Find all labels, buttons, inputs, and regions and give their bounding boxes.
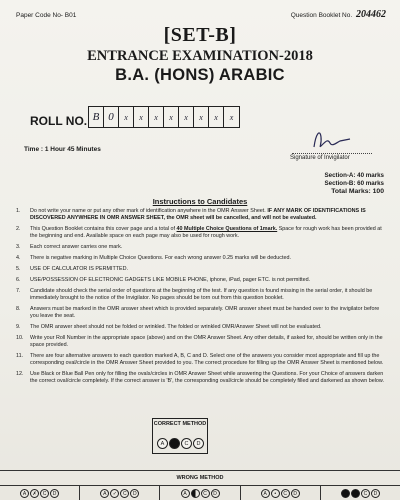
bubble-c: C [281,489,290,498]
signature-line [292,153,372,154]
roll-number-field[interactable] [88,106,240,128]
instruction-item: 2. This Question Booklet contains this cover page and a total of 40 Multiple Choice Questions of 1mark. Space for rough work has been provided at the beginning and end. Available space on each page may also be used for rough work. [16,225,382,239]
wrong-example [160,486,240,500]
bubble-d: D [50,489,59,498]
cross-mark-icon: ✗ [30,489,39,498]
signature-label: Signature of Invigilator [290,155,350,161]
instructions-title: Instructions to Candidates [152,197,248,206]
time-limit: Time : 1 Hour 45 Minutes [24,146,101,153]
instructions-list [16,208,388,389]
invigilator-signature [308,127,358,153]
wrong-method-example [0,470,400,500]
total-marks: Total Marks: 100 [331,188,384,195]
roll-box[interactable]: x [194,107,209,127]
instruction-item: 9. The OMR answer sheet should not be folded or wrinkled. The folded or wrinkled OMR/Answer Sheet will not be evaluated. [16,323,322,330]
subject-title: B.A. (HONS) ARABIC [115,66,285,84]
instruction-item: 1. Do not write your name or put any other mark of identification anywhere in the OMR Answer Sheet. IF ANY MARK OF IDENTIFICATIONS IS DISCOVERED ANYWHERE IN OMR ANSWER SHEET, the OMR sheet will be cancelled, and will not be evaluated. [16,208,366,221]
bubble-a: A [261,489,270,498]
wrong-method-label: WRONG METHOD [176,475,224,481]
booklet-number-field [291,9,386,20]
bubble-c: C [181,438,192,449]
bubble-filled [351,489,360,498]
exam-title: ENTRANCE EXAMINATION-2018 [87,48,313,64]
instruction-item: 4. There is negative marking in Multiple Choice Questions. For each wrong answer 0.25 marks will be deducted. [16,254,291,261]
wrong-example [321,486,400,500]
booklet-label: Question Booklet No. [290,12,353,19]
bubble-d: D [130,489,139,498]
check-mark-icon: ✓ [110,489,119,498]
roll-box[interactable]: x [164,107,179,127]
bubble-c: C [201,489,210,498]
paper-code: Paper Code No- B01 [16,12,77,19]
instruction-item: 6. USE/POSSESSION OF ELECTRONIC GADGETS LIKE MOBILE PHONE, iphone, iPad, pager ETC. is not permitted. [16,277,311,284]
roll-box[interactable]: x [119,107,134,127]
bubble-half-filled [191,489,200,498]
roll-box[interactable]: x [229,112,234,122]
instruction-item: 12. Use Black or Blue Ball Pen only for filling the ovals/circles in OMR Answer Sheet while answering the Questions. For your Choice of answers darken the correct oval/circle completely. If the correct answer is 'B', the corresponding oval/circle should be completely filled and darkened as shown below. [16,370,385,384]
bubble-c: C [40,489,49,498]
section-b-marks: Section-B: 60 marks [324,180,384,187]
correct-method-example [152,418,208,454]
set-label: [SET-B] [163,24,237,46]
bubble-a: A [20,489,29,498]
roll-box[interactable]: x [209,107,224,127]
wrong-example [0,486,80,500]
bubble-d: D [291,489,300,498]
roll-box[interactable]: x [179,107,194,127]
marks-summary [325,172,385,196]
bubble-filled [341,489,350,498]
answer-bubbles [157,438,204,449]
wrong-example [80,486,160,500]
bubble-c: C [120,489,129,498]
instruction-item: 3. Each correct answer carries one mark. [16,243,123,250]
bubble-d: D [193,438,204,449]
instruction-item: 11. There are four alternative answers to each question marked A, B, C and D. Select one of the answers you consider most appropriate and fill up the corresponding oval/circle in the OMR Answer Sheet provided to you. The correct procedure for filling up the OMR Answer Sheet is mentioned below. [16,352,384,366]
dot-mark-icon: • [271,489,280,498]
wrong-method-row [0,485,400,500]
roll-box[interactable]: B [89,107,104,127]
section-a-marks: Section-A: 40 marks [324,172,384,179]
bubble-c: C [361,489,370,498]
instruction-item: 8. Answers must be marked in the OMR answer sheet which is provided separately. OMR answer sheet must be handed over to the invigilator before you leave the seat. [16,306,380,319]
header-strip [16,9,386,24]
wrong-example [241,486,321,500]
roll-box[interactable]: x [134,107,149,127]
roll-box[interactable]: x [149,107,164,127]
roll-number-label: ROLL NO. [30,114,88,128]
booklet-number: 204462 [356,9,386,20]
bubble-a: A [100,489,109,498]
instruction-item: 5. USE OF CALCULATOR IS PERMITTED. [16,265,129,272]
bubble-a: A [157,438,168,449]
instruction-item: 7. Candidate should check the serial order of questions at the beginning of the test. If any question is found missing in the serial order, it should be immediately brought to the notice of the Invigilator. No pages should be torn out from this question booklet. [16,288,373,301]
bubble-d: D [211,489,220,498]
bubble-b-filled [169,438,180,449]
bubble-a: A [181,489,190,498]
instruction-item: 10. Write your Roll Number in the appropriate space (above) and on the OMR Answer Sheet. Any other details, if asked for, should be written only in the space provided. [16,335,383,348]
roll-box[interactable]: 0 [104,107,119,127]
correct-method-label: CORRECT METHOD [153,421,207,427]
bubble-d: D [371,489,380,498]
